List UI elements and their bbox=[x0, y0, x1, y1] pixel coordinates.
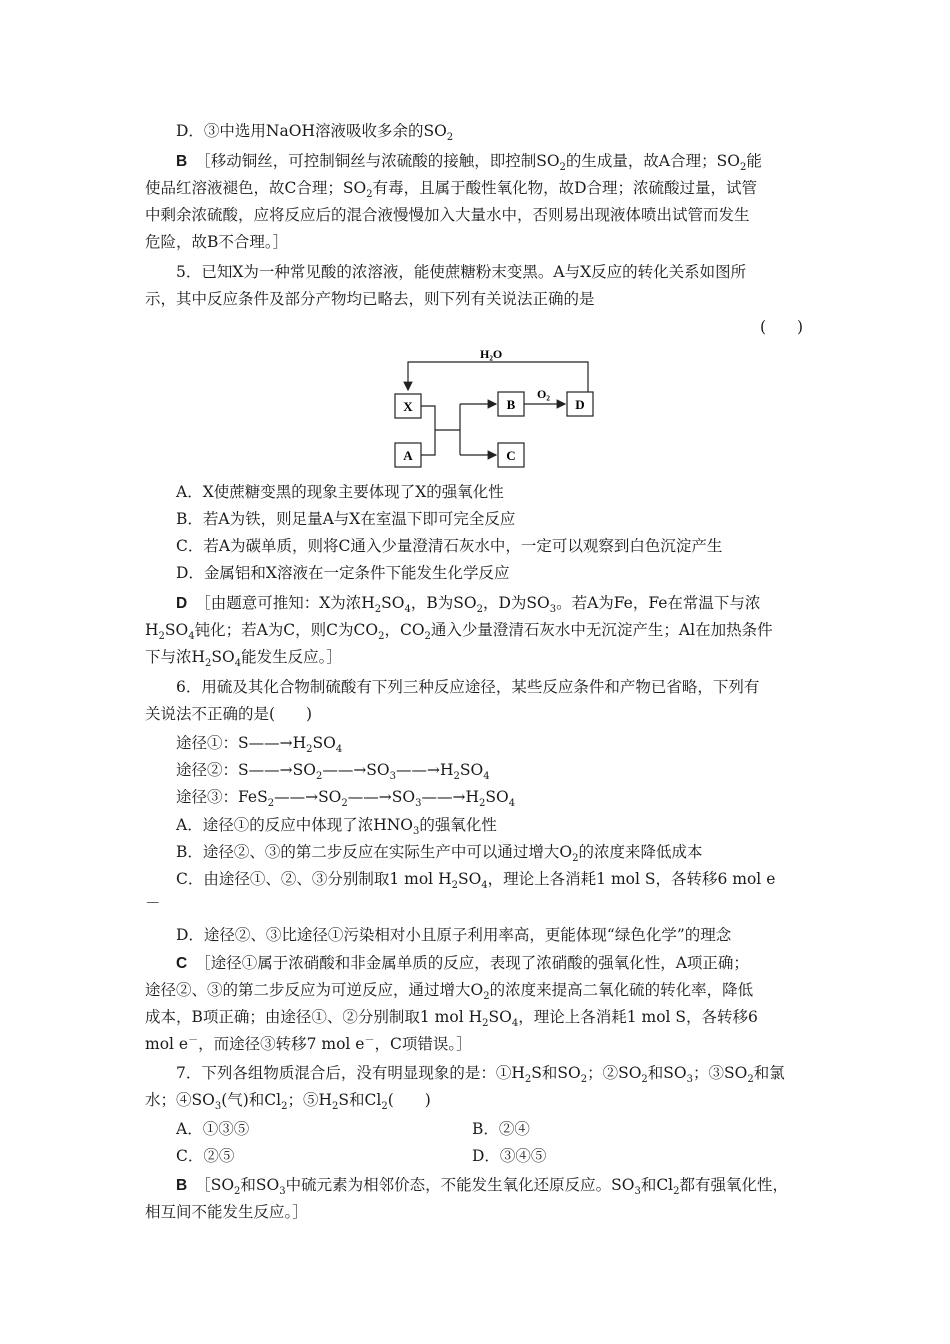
q4-explanation-line2: 使品红溶液褪色，故C合理；$SO_2$有毒，且属于酸性氧化物，故D合理；浓硫酸过量，试管 bbox=[145, 179, 757, 201]
q6-explanation-line1: C ［途径①属于浓硝酸和非金属单质的反应，表现了浓硝酸的强氧化性，A项正确； bbox=[176, 954, 749, 972]
q6-path2: 途径②：$S——\to SO_2——\to SO_3——\to H_2SO_4$ bbox=[176, 761, 490, 783]
o2-label: O₂ bbox=[537, 387, 550, 401]
q7-stem-line1: 7．下列各组物质混合后，没有明显现象的是：$①H_2S$和$SO_2$；$②SO_2$和$SO_3$；$③SO_2$和氯 bbox=[176, 1064, 785, 1086]
q7-stem-line2: 水；$④SO_3$(气)和$Cl_2$；$⑤H_2S$和$Cl_2$( ) bbox=[145, 1091, 431, 1113]
q6-option-d: D．途径②、③比途径①污染相对小且原子利用率高，更能体现“绿色化学”的理念 bbox=[176, 926, 732, 944]
q4-explanation-line4: 危险，故B不合理。］ bbox=[145, 233, 289, 251]
box-d-label: D bbox=[575, 397, 585, 412]
q4-answer: B bbox=[176, 153, 188, 170]
q6-path1: 途径①：$S——\to H_2SO_4$ bbox=[176, 734, 343, 756]
x-a-bracket bbox=[421, 406, 435, 455]
q6-explanation-line4: mol e－，而途径③转移7 mol e－，C项错误。］ bbox=[145, 1034, 472, 1053]
q5-stem-line1: 5．已知X为一种常见酸的浓溶液，能使蔗糖粉末变黑。A与X反应的转化关系如图所 bbox=[176, 263, 747, 281]
q7-option-b: B．②④ bbox=[472, 1120, 530, 1138]
q6-stem-line1: 6．用硫及其化合物制硫酸有下列三种反应途径，某些反应条件和产物已省略，下列有 bbox=[176, 678, 760, 696]
q6-answer: C bbox=[176, 955, 188, 972]
q6-stem-line2: 关说法不正确的是( ) bbox=[145, 705, 313, 723]
q5-option-b: B．若A为铁，则足量A与X在室温下即可完全反应 bbox=[176, 510, 516, 528]
q4-explanation-line1: B ［移动铜丝，可控制铜丝与浓硫酸的接触，即控制$SO_2$的生成量，故A合理；$SO_2$能 bbox=[176, 152, 762, 174]
q7-option-d: D．③④⑤ bbox=[472, 1147, 547, 1165]
q5-option-a: A．X使蔗糖变黑的现象主要体现了X的强氧化性 bbox=[176, 483, 504, 501]
box-x-label: X bbox=[403, 399, 413, 414]
q5-explanation-line3: 下与浓$H_2SO_4$能发生反应。］ bbox=[145, 648, 342, 670]
q6-path3: 途径③：$FeS_2——\to SO_2——\to SO_3——\to H_2SO_4$ bbox=[176, 788, 516, 810]
q5-explanation-line2: $H_2SO_4$钝化；若A为C，则C为$CO_2$，$CO_2$通入少量澄清石灰水中无沉淀产生；Al在加热条件 bbox=[145, 621, 773, 643]
q5-explanation-line1: D ［由题意可推知：X为浓$H_2SO_4$，B为$SO_2$，D为$SO_3$。若A为Fe，Fe在常温下与浓 bbox=[176, 594, 761, 616]
h2o-label: H₂O bbox=[480, 347, 503, 361]
box-a-label: A bbox=[403, 448, 413, 463]
q6-explanation-line3: 成本，B项正确；由途径①、②分别制取1 mol $H_2SO_4$，理论上各消耗1 mol S，各转移6 bbox=[145, 1008, 758, 1030]
q7-option-a: A．①③⑤ bbox=[176, 1120, 250, 1138]
q5-option-c: C．若A为碳单质，则将C通入少量澄清石灰水中，一定可以观察到白色沉淀产生 bbox=[176, 537, 723, 555]
q5-answer-paren: ( ) bbox=[760, 318, 804, 336]
q6-option-c-cont: － bbox=[145, 894, 161, 912]
box-c-label: C bbox=[506, 448, 516, 463]
q6-option-c: C．由途径①、②、③分别制取1 mol $H_2SO_4$，理论上各消耗1 mol S，各转移6 mol e bbox=[176, 870, 776, 892]
q5-option-d: D．金属铝和X溶液在一定条件下能发生化学反应 bbox=[176, 564, 510, 582]
q5-reaction-diagram bbox=[380, 342, 620, 477]
q6-option-b: B．途径②、③的第二步反应在实际生产中可以通过增大$O_2$的浓度来降低成本 bbox=[176, 843, 703, 865]
q7-explanation-line1: B $[SO_2$和$SO_3$中硫元素为相邻价态，不能发生氧化还原反应。$SO_3$和$Cl_2$都有强氧化性， bbox=[176, 1176, 789, 1198]
q4-explanation-line3: 中剩余浓硫酸，应将反应后的混合液慢慢加入大量水中，否则易出现液体喷出试管而发生 bbox=[145, 206, 750, 224]
q5-answer: D bbox=[176, 595, 188, 612]
q5-stem-line2: 示，其中反应条件及部分产物均已略去，则下列有关说法正确的是 bbox=[145, 290, 595, 308]
q7-option-c: C．②⑤ bbox=[176, 1147, 235, 1165]
q7-answer: B bbox=[176, 1177, 188, 1194]
q6-explanation-line2: 途径②、③的第二步反应为可逆反应，通过增大$O_2$的浓度来提高二氧化硫的转化率，降低 bbox=[145, 981, 754, 1003]
h2o-arrow bbox=[408, 362, 588, 394]
q6-option-a: A．途径①的反应中体现了浓$HNO_3$的强氧化性 bbox=[176, 816, 497, 838]
q4-option-d: D．③中选用NaOH溶液吸收多余的$SO_2$ bbox=[176, 122, 454, 144]
box-b-label: B bbox=[506, 397, 516, 412]
q7-explanation-line2: 相互间不能发生反应。］ bbox=[145, 1203, 308, 1221]
